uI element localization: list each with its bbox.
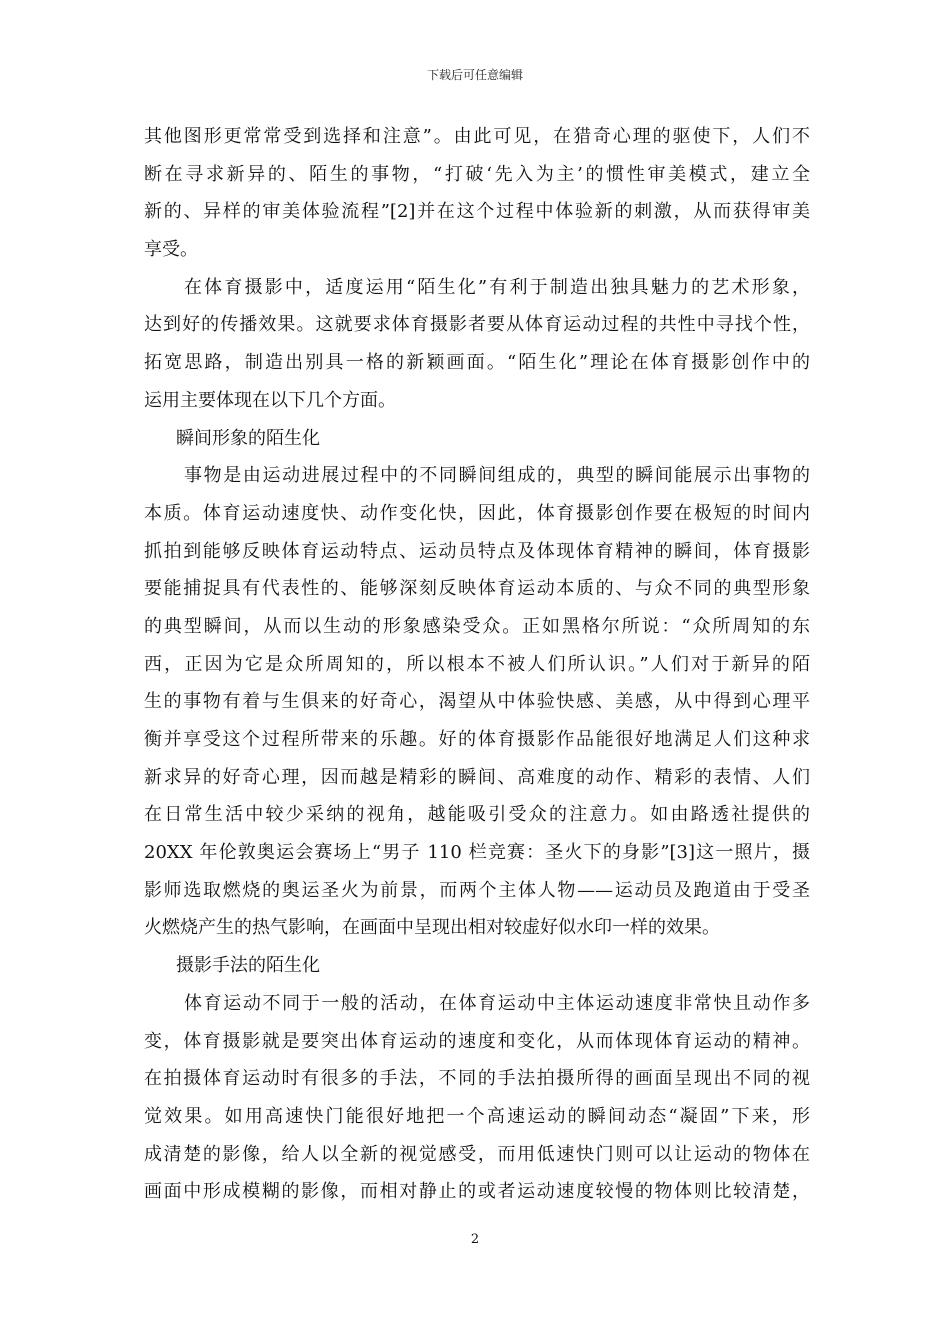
text-line: 西，正因为它是众所周知的，所以根本不被人们所认识。”人们对于新异的陌 <box>144 653 810 675</box>
page-header: 下载后可任意编辑 <box>426 68 523 82</box>
text-line: 在日常生活中较少采纳的视角，越能吸引受众的注意力。如由路透社提供的 <box>144 804 810 826</box>
page-number: 2 <box>470 1232 480 1247</box>
text-line: 生的事物有着与生俱来的好奇心，渴望从中体验快感、美感，从中得到心理平 <box>144 691 810 713</box>
section-heading: 瞬间形象的陌生化 <box>176 427 320 449</box>
text-line: 要能捕捉具有代表性的、能够深刻反映体育运动本质的、与众不同的典型形象 <box>144 578 810 600</box>
text-line: 事物是由运动进展过程中的不同瞬间组成的，典型的瞬间能展示出事物的 <box>184 465 810 487</box>
text-line: 火燃烧产生的热气影响，在画面中呈现出相对较虚好似水印一样的效果。 <box>144 917 720 939</box>
text-line: 新的、异样的审美体验流程”[2]并在这个过程中体验新的刺激，从而获得审美 <box>144 201 810 223</box>
text-line: 新求异的好奇心理，因而越是精彩的瞬间、高难度的动作、精彩的表情、人们 <box>144 766 810 788</box>
text-line: 拓宽思路，制造出别具一格的新颖画面。“陌生化”理论在体育摄影创作中的 <box>144 352 810 374</box>
text-line: 画面中形成模糊的影像，而相对静止的或者运动速度较慢的物体则比较清楚， <box>144 1181 810 1203</box>
document-body <box>144 118 810 1211</box>
text-line: 20XX 年伦敦奥运会赛场上“男子 110 栏竞赛：圣火下的身影”[3]这一照片，摄 <box>144 842 810 864</box>
text-line: 在体育摄影中，适度运用“陌生化”有利于制造出独具魅力的艺术形象， <box>184 276 810 298</box>
text-line: 抓拍到能够反映体育运动特点、运动员特点及体现体育精神的瞬间，体育摄影 <box>144 540 810 562</box>
text-line: 衡并享受这个过程所带来的乐趣。好的体育摄影作品能很好地满足人们这种求 <box>144 729 810 750</box>
section-heading: 摄影手法的陌生化 <box>176 955 320 977</box>
text-line: 其他图形更常常受到选择和注意”。由此可见，在猎奇心理的驱使下，人们不 <box>144 126 810 147</box>
text-line: 断在寻求新异的、陌生的事物，“打破‘先入为主’的惯性审美模式，建立全 <box>144 163 810 185</box>
text-line: 本质。体育运动速度快、动作变化快，因此，体育摄影创作要在极短的时间内 <box>144 502 810 524</box>
text-line: 在拍摄体育运动时有很多的手法，不同的手法拍摄所得的画面呈现出不同的视 <box>144 1068 810 1090</box>
text-line: 运用主要体现在以下几个方面。 <box>144 389 396 411</box>
text-line: 达到好的传播效果。这就要求体育摄影者要从体育运动过程的共性中寻找个性， <box>144 314 810 336</box>
text-line: 影师选取燃烧的奥运圣火为前景，而两个主体人物——运动员及跑道由于受圣 <box>144 879 810 901</box>
text-line: 变，体育摄影就是要突出体育运动的速度和变化，从而体现体育运动的精神。 <box>144 1030 810 1052</box>
text-line: 成清楚的影像，给人以全新的视觉感受，而用低速快门则可以让运动的物体在 <box>144 1143 810 1165</box>
text-line: 体育运动不同于一般的活动，在体育运动中主体运动速度非常快且动作多 <box>184 992 810 1014</box>
text-line: 觉效果。如用高速快门能很好地把一个高速运动的瞬间动态“凝固”下来，形 <box>144 1105 810 1127</box>
text-line: 享受。 <box>144 239 198 261</box>
text-line: 的典型瞬间，从而以生动的形象感染受众。正如黑格尔所说：“众所周知的东 <box>144 615 810 637</box>
